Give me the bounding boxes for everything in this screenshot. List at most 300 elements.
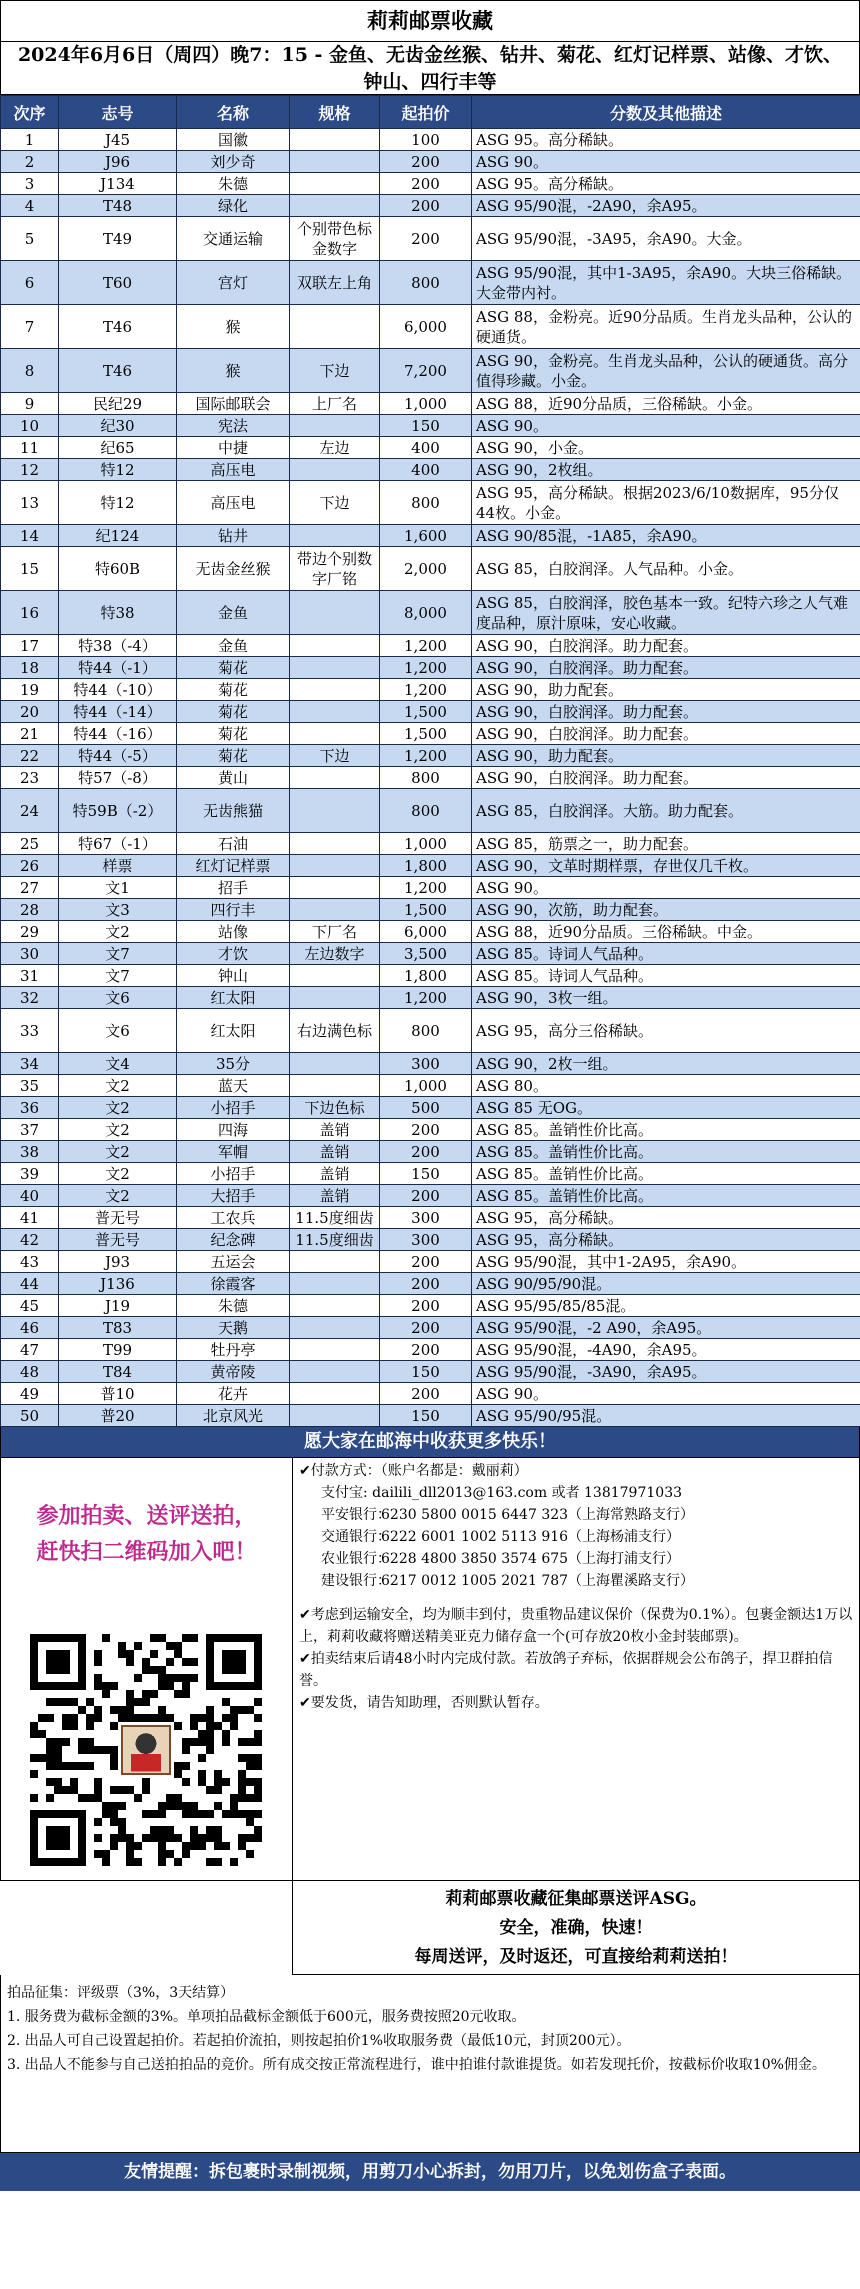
row-spec: 带边个别数字厂铭 [290, 547, 380, 591]
row-desc: ASG 90，助力配套。 [472, 745, 860, 767]
bank-account: 6230 5800 0015 6447 323（上海常熟路支行） [381, 1507, 695, 1523]
row-code: 特12 [59, 481, 177, 525]
row-no: 5 [1, 217, 59, 261]
table-row [1, 987, 860, 1009]
row-no: 37 [1, 1119, 59, 1141]
row-spec [290, 1273, 380, 1295]
row-spec: 下边 [290, 745, 380, 767]
col-header-price: 起拍价 [380, 96, 472, 129]
row-price: 1,600 [380, 525, 472, 547]
row-desc: ASG 90，2枚组。 [472, 459, 860, 481]
table-row [1, 173, 860, 195]
row-price: 800 [380, 789, 472, 833]
row-code: J136 [59, 1273, 177, 1295]
row-code: 民纪29 [59, 393, 177, 415]
row-price: 200 [380, 1119, 472, 1141]
row-spec [290, 1053, 380, 1075]
row-spec [290, 525, 380, 547]
row-spec: 盖销 [290, 1163, 380, 1185]
row-name: 小招手 [177, 1163, 290, 1185]
row-name: 国徽 [177, 129, 290, 151]
row-price: 6,000 [380, 921, 472, 943]
row-desc: ASG 85。诗词人气品种。 [472, 943, 860, 965]
table-row [1, 459, 860, 481]
row-code: 普20 [59, 1405, 177, 1427]
row-code: 特38（-4） [59, 635, 177, 657]
row-spec [290, 767, 380, 789]
table-row [1, 855, 860, 877]
row-no: 41 [1, 1207, 59, 1229]
fee-heading: 拍品征集：评级票（3%，3天结算） [7, 1985, 235, 2001]
note-item: ✔要发货，请告知助理，否则默认暂存。 [299, 1695, 549, 1711]
row-code: T48 [59, 195, 177, 217]
row-name: 黄帝陵 [177, 1361, 290, 1383]
table-row [1, 393, 860, 415]
row-spec [290, 1251, 380, 1273]
row-code: T60 [59, 261, 177, 305]
row-price: 200 [380, 1339, 472, 1361]
table-row [1, 1009, 860, 1053]
row-code: 文3 [59, 899, 177, 921]
row-name: 朱德 [177, 1295, 290, 1317]
row-name: 钻井 [177, 525, 290, 547]
auction-table [0, 95, 860, 1427]
row-price: 1,000 [380, 1075, 472, 1097]
row-no: 50 [1, 1405, 59, 1427]
bank-line [299, 1548, 853, 1570]
row-code: 纪65 [59, 437, 177, 459]
table-row [1, 723, 860, 745]
row-no: 49 [1, 1383, 59, 1405]
row-name: 工农兵 [177, 1207, 290, 1229]
payment-panel [293, 1458, 859, 1880]
row-price: 200 [380, 1251, 472, 1273]
row-price: 7,200 [380, 349, 472, 393]
table-body [1, 129, 860, 1427]
row-no: 30 [1, 943, 59, 965]
row-code: 文2 [59, 1163, 177, 1185]
table-row [1, 635, 860, 657]
row-spec [290, 591, 380, 635]
row-name: 菊花 [177, 701, 290, 723]
table-row [1, 437, 860, 459]
row-no: 39 [1, 1163, 59, 1185]
row-spec [290, 877, 380, 899]
row-name: 蓝天 [177, 1075, 290, 1097]
row-no: 23 [1, 767, 59, 789]
row-no: 3 [1, 173, 59, 195]
row-code: 普无号 [59, 1229, 177, 1251]
page-subtitle: 2024年6月6日（周四）晚7：15 - 金鱼、无齿金丝猴、钻井、菊花、红灯记样票、站像、才饮、钟山、四行丰等 [0, 41, 860, 95]
row-desc: ASG 90，助力配套。 [472, 679, 860, 701]
row-spec: 盖销 [290, 1185, 380, 1207]
row-spec: 11.5度细齿 [290, 1207, 380, 1229]
row-desc: ASG 85 无OG。 [472, 1097, 860, 1119]
row-desc: ASG 90，3枚一组。 [472, 987, 860, 1009]
row-desc: ASG 95/90混，-2 A90，余A95。 [472, 1317, 860, 1339]
row-price: 6,000 [380, 305, 472, 349]
bank-label: 建设银行： [321, 1573, 391, 1589]
row-no: 32 [1, 987, 59, 1009]
row-name: 天鹅 [177, 1317, 290, 1339]
row-name: 交通运输 [177, 217, 290, 261]
row-no: 26 [1, 855, 59, 877]
fee-item: 1. 服务费为截标金额的3%。单项拍品截标金额低于600元，服务费按照20元收取。 [7, 2009, 526, 2025]
row-name: 黄山 [177, 767, 290, 789]
table-row [1, 481, 860, 525]
table-row [1, 1405, 860, 1427]
row-spec [290, 415, 380, 437]
row-desc: ASG 90，金粉亮。生肖龙头品种，公认的硬通货。高分值得珍藏。小金。 [472, 349, 860, 393]
table-row [1, 195, 860, 217]
row-name: 猴 [177, 305, 290, 349]
row-name: 高压电 [177, 481, 290, 525]
row-name: 红灯记样票 [177, 855, 290, 877]
row-no: 19 [1, 679, 59, 701]
row-price: 1,200 [380, 657, 472, 679]
row-spec [290, 789, 380, 833]
row-price: 300 [380, 1229, 472, 1251]
row-desc: ASG 85，白胶润泽。大筋。助力配套。 [472, 789, 860, 833]
table-row [1, 679, 860, 701]
row-code: 纪30 [59, 415, 177, 437]
row-spec [290, 195, 380, 217]
table-row [1, 261, 860, 305]
row-no: 13 [1, 481, 59, 525]
row-price: 200 [380, 195, 472, 217]
table-row [1, 1097, 860, 1119]
row-desc: ASG 85。盖销性价比高。 [472, 1163, 860, 1185]
bank-list [299, 1504, 853, 1592]
row-no: 11 [1, 437, 59, 459]
row-spec [290, 833, 380, 855]
table-row [1, 921, 860, 943]
row-spec [290, 657, 380, 679]
row-spec [290, 129, 380, 151]
row-desc: ASG 95，高分稀缺。 [472, 1229, 860, 1251]
row-name: 站像 [177, 921, 290, 943]
row-name: 宫灯 [177, 261, 290, 305]
table-row [1, 701, 860, 723]
row-desc: ASG 80。 [472, 1075, 860, 1097]
row-spec [290, 679, 380, 701]
row-code: 文2 [59, 921, 177, 943]
payment-heading: ✔付款方式：（账户名都是：戴丽莉） [299, 1463, 528, 1479]
row-spec [290, 899, 380, 921]
row-code: 文6 [59, 987, 177, 1009]
row-name: 四行丰 [177, 899, 290, 921]
row-desc: ASG 90，文革时期样票，存世仅几千枚。 [472, 855, 860, 877]
col-header-desc: 分数及其他描述 [472, 96, 860, 129]
table-row [1, 1141, 860, 1163]
row-spec: 下边 [290, 349, 380, 393]
row-price: 200 [380, 1185, 472, 1207]
table-row [1, 547, 860, 591]
row-no: 7 [1, 305, 59, 349]
bank-account: 6217 0012 1005 2021 787（上海瞿溪路支行） [381, 1573, 695, 1589]
table-row [1, 591, 860, 635]
row-desc: ASG 95/90混，-2A90，余A95。 [472, 195, 860, 217]
promo-panel [1, 1458, 293, 1880]
row-no: 48 [1, 1361, 59, 1383]
row-name: 35分 [177, 1053, 290, 1075]
table-row [1, 1053, 860, 1075]
row-desc: ASG 90，小金。 [472, 437, 860, 459]
table-row [1, 1251, 860, 1273]
row-code: T83 [59, 1317, 177, 1339]
row-price: 500 [380, 1097, 472, 1119]
row-price: 200 [380, 217, 472, 261]
row-price: 1,500 [380, 899, 472, 921]
row-price: 300 [380, 1053, 472, 1075]
row-price: 800 [380, 481, 472, 525]
row-price: 800 [380, 767, 472, 789]
row-code: 特44（-14） [59, 701, 177, 723]
row-code: 普无号 [59, 1207, 177, 1229]
row-code: T46 [59, 305, 177, 349]
row-spec: 上厂名 [290, 393, 380, 415]
row-spec: 盖销 [290, 1119, 380, 1141]
bank-label: 平安银行： [321, 1507, 391, 1523]
row-price: 150 [380, 1405, 472, 1427]
table-row [1, 217, 860, 261]
row-name: 刘少奇 [177, 151, 290, 173]
row-code: T99 [59, 1339, 177, 1361]
row-price: 200 [380, 1141, 472, 1163]
row-code: 文2 [59, 1141, 177, 1163]
row-price: 200 [380, 1317, 472, 1339]
row-name: 宪法 [177, 415, 290, 437]
row-desc: ASG 90，2枚一组。 [472, 1053, 860, 1075]
row-no: 42 [1, 1229, 59, 1251]
row-price: 3,500 [380, 943, 472, 965]
table-row [1, 833, 860, 855]
note-item: ✔考虑到运输安全，均为顺丰到付，贵重物品建议保价（保费为0.1%）。包裹金额达1万以上，莉莉收藏将赠送精美亚克力储存盒一个(可存放20枚小金封装邮票)。 [299, 1607, 853, 1645]
row-no: 25 [1, 833, 59, 855]
bank-label: 农业银行： [321, 1551, 391, 1567]
fee-item: 2. 出品人可自己设置起拍价。若起拍价流拍，则按起拍价1%收取服务费（最低10元，封顶200元）。 [7, 2033, 631, 2049]
row-price: 1,000 [380, 393, 472, 415]
row-spec [290, 1317, 380, 1339]
row-code: 样票 [59, 855, 177, 877]
row-name: 招手 [177, 877, 290, 899]
row-desc: ASG 90，白胶润泽。助力配套。 [472, 723, 860, 745]
table-row [1, 305, 860, 349]
bank-line [299, 1504, 853, 1526]
slogan [292, 1881, 860, 1975]
bank-label: 交通银行： [321, 1529, 391, 1545]
row-name: 朱德 [177, 173, 290, 195]
row-no: 12 [1, 459, 59, 481]
table-row [1, 899, 860, 921]
row-spec: 下厂名 [290, 921, 380, 943]
col-header-code: 志号 [59, 96, 177, 129]
row-price: 1,200 [380, 987, 472, 1009]
row-desc: ASG 95，高分三俗稀缺。 [472, 1009, 860, 1053]
row-code: 文2 [59, 1075, 177, 1097]
row-price: 200 [380, 151, 472, 173]
row-spec: 下边色标 [290, 1097, 380, 1119]
row-name: 高压电 [177, 459, 290, 481]
table-header-row [1, 96, 860, 129]
row-price: 1,200 [380, 877, 472, 899]
row-code: 特57（-8） [59, 767, 177, 789]
row-price: 1,000 [380, 833, 472, 855]
row-no: 9 [1, 393, 59, 415]
table-row [1, 1361, 860, 1383]
row-price: 1,500 [380, 701, 472, 723]
row-price: 150 [380, 1361, 472, 1383]
table-row [1, 1119, 860, 1141]
row-no: 29 [1, 921, 59, 943]
row-desc: ASG 95/90混，-3A95，余A90。大金。 [472, 217, 860, 261]
row-name: 绿化 [177, 195, 290, 217]
row-code: 特44（-16） [59, 723, 177, 745]
row-price: 1,200 [380, 679, 472, 701]
row-code: T46 [59, 349, 177, 393]
row-name: 菊花 [177, 745, 290, 767]
info-section [0, 1458, 860, 1881]
row-price: 1,800 [380, 965, 472, 987]
row-desc: ASG 95，高分稀缺。根据2023/6/10数据库，95分仅44枚。小金。 [472, 481, 860, 525]
row-name: 菊花 [177, 657, 290, 679]
row-desc: ASG 90/85混，-1A85，余A90。 [472, 525, 860, 547]
row-spec: 左边 [290, 437, 380, 459]
table-row [1, 745, 860, 767]
row-price: 800 [380, 1009, 472, 1053]
row-price: 1,800 [380, 855, 472, 877]
row-price: 200 [380, 173, 472, 195]
table-row [1, 877, 860, 899]
row-no: 22 [1, 745, 59, 767]
row-spec: 双联左上角 [290, 261, 380, 305]
row-code: J93 [59, 1251, 177, 1273]
qr-code-icon[interactable] [19, 1634, 273, 1866]
row-price: 400 [380, 459, 472, 481]
bank-account: 6222 6001 1002 5113 916（上海杨浦支行） [381, 1529, 681, 1545]
table-row [1, 1207, 860, 1229]
row-no: 24 [1, 789, 59, 833]
row-code: 特67（-1） [59, 833, 177, 855]
row-desc: ASG 85，筋票之一，助力配套。 [472, 833, 860, 855]
row-desc: ASG 85。盖销性价比高。 [472, 1185, 860, 1207]
row-desc: ASG 95/90混，其中1-3A95，余A90。大块三俗稀缺。大金带内衬。 [472, 261, 860, 305]
row-name: 金鱼 [177, 635, 290, 657]
row-code: 特44（-5） [59, 745, 177, 767]
table-row [1, 151, 860, 173]
bank-line [299, 1570, 853, 1592]
row-spec: 11.5度细齿 [290, 1229, 380, 1251]
row-name: 石油 [177, 833, 290, 855]
row-desc: ASG 90。 [472, 415, 860, 437]
row-no: 4 [1, 195, 59, 217]
table-row [1, 1317, 860, 1339]
row-name: 无齿金丝猴 [177, 547, 290, 591]
row-desc: ASG 95，高分稀缺。 [472, 1207, 860, 1229]
row-name: 小招手 [177, 1097, 290, 1119]
bank-account: 6228 4800 3850 3574 675（上海打浦支行） [381, 1551, 681, 1567]
row-desc: ASG 95/95/85/85混。 [472, 1295, 860, 1317]
row-no: 27 [1, 877, 59, 899]
promo-line-1: 参加拍卖、送评送拍， [36, 1503, 257, 1529]
row-spec [290, 701, 380, 723]
row-no: 44 [1, 1273, 59, 1295]
row-no: 40 [1, 1185, 59, 1207]
row-spec [290, 173, 380, 195]
row-price: 800 [380, 261, 472, 305]
row-spec [290, 1361, 380, 1383]
row-desc: ASG 95/90混，其中1-2A95，余A90。 [472, 1251, 860, 1273]
row-desc: ASG 95/90/95混。 [472, 1405, 860, 1427]
row-code: 文2 [59, 1185, 177, 1207]
row-desc: ASG 90/95/90混。 [472, 1273, 860, 1295]
row-price: 2,000 [380, 547, 472, 591]
row-no: 6 [1, 261, 59, 305]
row-code: 文1 [59, 877, 177, 899]
row-no: 15 [1, 547, 59, 591]
table-row [1, 789, 860, 833]
table-row [1, 349, 860, 393]
row-no: 18 [1, 657, 59, 679]
col-header-name: 名称 [177, 96, 290, 129]
row-name: 北京风光 [177, 1405, 290, 1427]
table-row [1, 1163, 860, 1185]
row-spec [290, 1405, 380, 1427]
table-row [1, 965, 860, 987]
row-name: 无齿熊猫 [177, 789, 290, 833]
row-code: 文7 [59, 943, 177, 965]
row-no: 45 [1, 1295, 59, 1317]
row-spec [290, 635, 380, 657]
table-row [1, 1295, 860, 1317]
row-name: 五运会 [177, 1251, 290, 1273]
fee-items [7, 2005, 853, 2077]
row-code: 特59B（-2） [59, 789, 177, 833]
page-title: 莉莉邮票收藏 [0, 0, 860, 41]
row-no: 16 [1, 591, 59, 635]
row-price: 1,200 [380, 745, 472, 767]
row-desc: ASG 88，近90分品质。三俗稀缺。中金。 [472, 921, 860, 943]
row-desc: ASG 90。 [472, 151, 860, 173]
row-no: 1 [1, 129, 59, 151]
row-spec [290, 855, 380, 877]
table-row [1, 1229, 860, 1251]
row-spec: 左边数字 [290, 943, 380, 965]
row-desc: ASG 95。高分稀缺。 [472, 173, 860, 195]
slogan-line-3: 每周送评，及时返还，可直接给莉莉送拍！ [414, 1947, 738, 1967]
row-price: 200 [380, 1383, 472, 1405]
row-desc: ASG 85。诗词人气品种。 [472, 965, 860, 987]
row-desc: ASG 95。高分稀缺。 [472, 129, 860, 151]
row-name: 牡丹亭 [177, 1339, 290, 1361]
row-no: 47 [1, 1339, 59, 1361]
row-price: 1,200 [380, 635, 472, 657]
alipay-info: 支付宝: dailili_dll2013@163.com 或者 13817971033 [321, 1485, 683, 1501]
row-no: 35 [1, 1075, 59, 1097]
bank-line [299, 1526, 853, 1548]
row-name: 金鱼 [177, 591, 290, 635]
row-desc: ASG 90，白胶润泽。助力配套。 [472, 657, 860, 679]
row-name: 大招手 [177, 1185, 290, 1207]
row-no: 28 [1, 899, 59, 921]
table-row [1, 525, 860, 547]
row-desc: ASG 90。 [472, 1383, 860, 1405]
row-spec [290, 459, 380, 481]
row-spec [290, 965, 380, 987]
row-price: 150 [380, 415, 472, 437]
row-no: 31 [1, 965, 59, 987]
row-desc: ASG 90，白胶润泽。助力配套。 [472, 767, 860, 789]
